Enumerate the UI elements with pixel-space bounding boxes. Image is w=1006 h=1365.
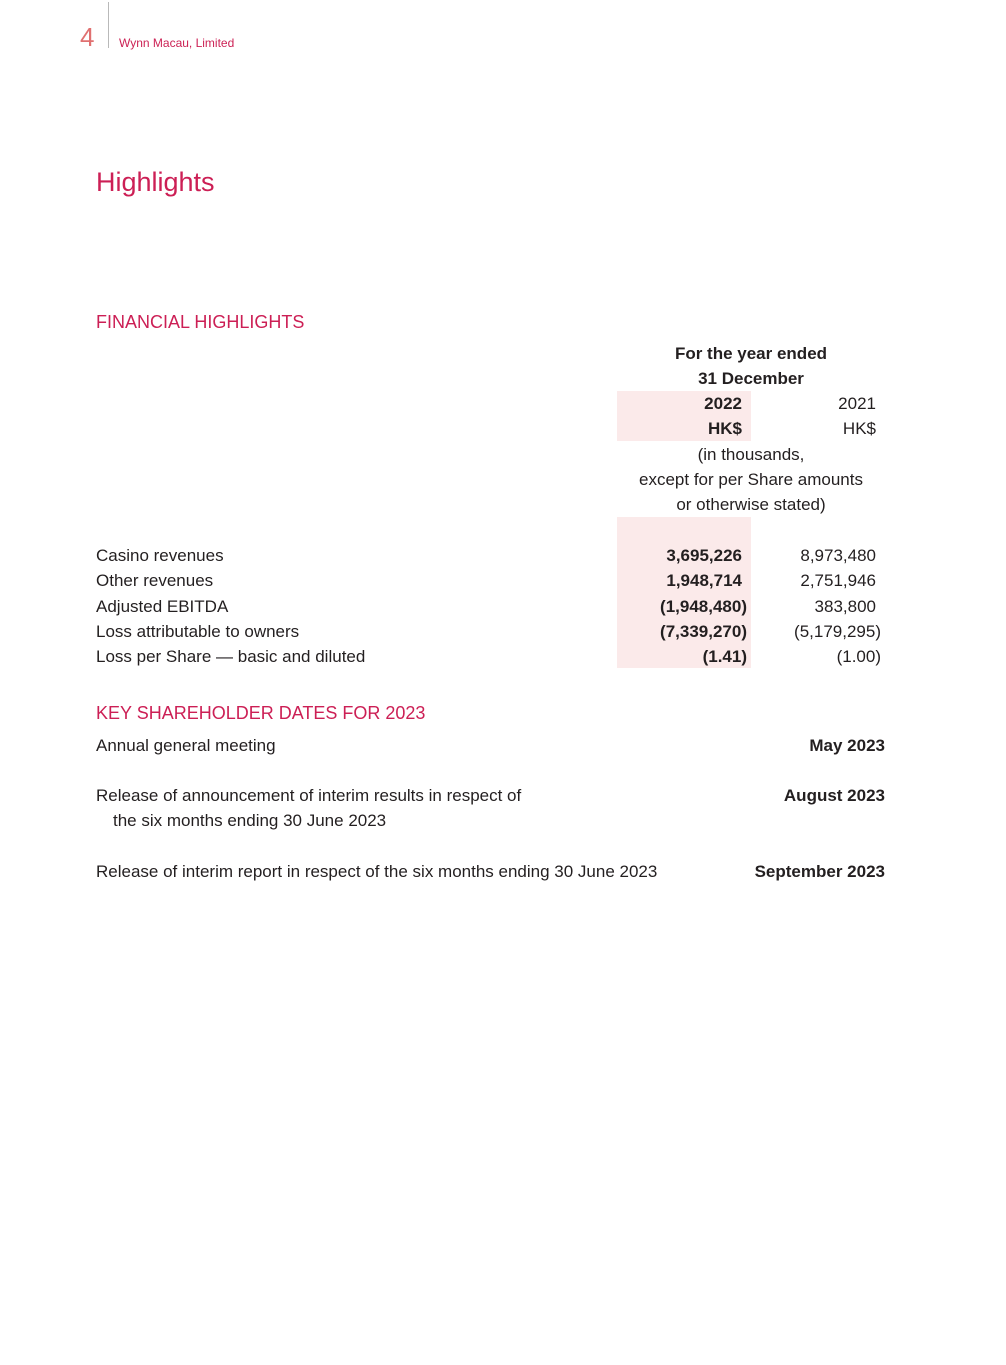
- row-label: Casino revenues: [96, 546, 224, 565]
- date-item-date: May 2023: [809, 736, 885, 755]
- currency-current-header: HK$: [707, 419, 742, 438]
- row-label: Loss attributable to owners: [96, 622, 300, 641]
- row-current-value: (1,948,480): [660, 597, 747, 616]
- year-prior-header: 2021: [838, 394, 876, 413]
- period-date: 31 December: [698, 369, 804, 388]
- date-item-label: Annual general meeting: [96, 736, 276, 755]
- shareholder-dates-heading: KEY SHAREHOLDER DATES FOR 2023: [96, 703, 426, 723]
- currency-prior-header: HK$: [842, 419, 876, 438]
- units-note: except for per Share amounts: [639, 470, 863, 489]
- date-item-date: August 2023: [783, 786, 885, 805]
- row-label: Loss per Share — basic and diluted: [96, 647, 366, 666]
- row-current-value: (1.41): [702, 647, 747, 666]
- page-title: Highlights: [96, 167, 215, 197]
- row-prior-value: 8,973,480: [800, 546, 876, 565]
- period-label: For the year ended: [674, 344, 828, 363]
- row-current-value: 1,948,714: [666, 571, 742, 590]
- company-name: Wynn Macau, Limited: [119, 36, 235, 50]
- page-number: 4: [80, 22, 95, 52]
- financial-highlights-heading: FINANCIAL HIGHLIGHTS: [96, 312, 305, 332]
- row-prior-value: 2,751,946: [800, 571, 876, 590]
- row-prior-value: (1.00): [836, 647, 881, 666]
- units-note: (in thousands,: [697, 445, 805, 464]
- row-prior-value: 383,800: [814, 597, 876, 616]
- date-item-label: Release of interim report in respect of the six months ending 30 June 2023: [96, 862, 658, 881]
- header-divider: [108, 2, 109, 48]
- row-label: Adjusted EBITDA: [96, 597, 229, 616]
- year-current-header: 2022: [704, 394, 742, 413]
- row-prior-value: (5,179,295): [794, 622, 881, 641]
- row-current-value: (7,339,270): [660, 622, 747, 641]
- row-current-value: 3,695,226: [666, 546, 742, 565]
- date-item-date: September 2023: [754, 862, 885, 881]
- row-label: Other revenues: [96, 571, 214, 590]
- date-item-label: Release of announcement of interim results in respect of: [96, 786, 522, 805]
- units-note: or otherwise stated): [676, 495, 826, 514]
- date-item-label-continued: the six months ending 30 June 2023: [113, 811, 387, 830]
